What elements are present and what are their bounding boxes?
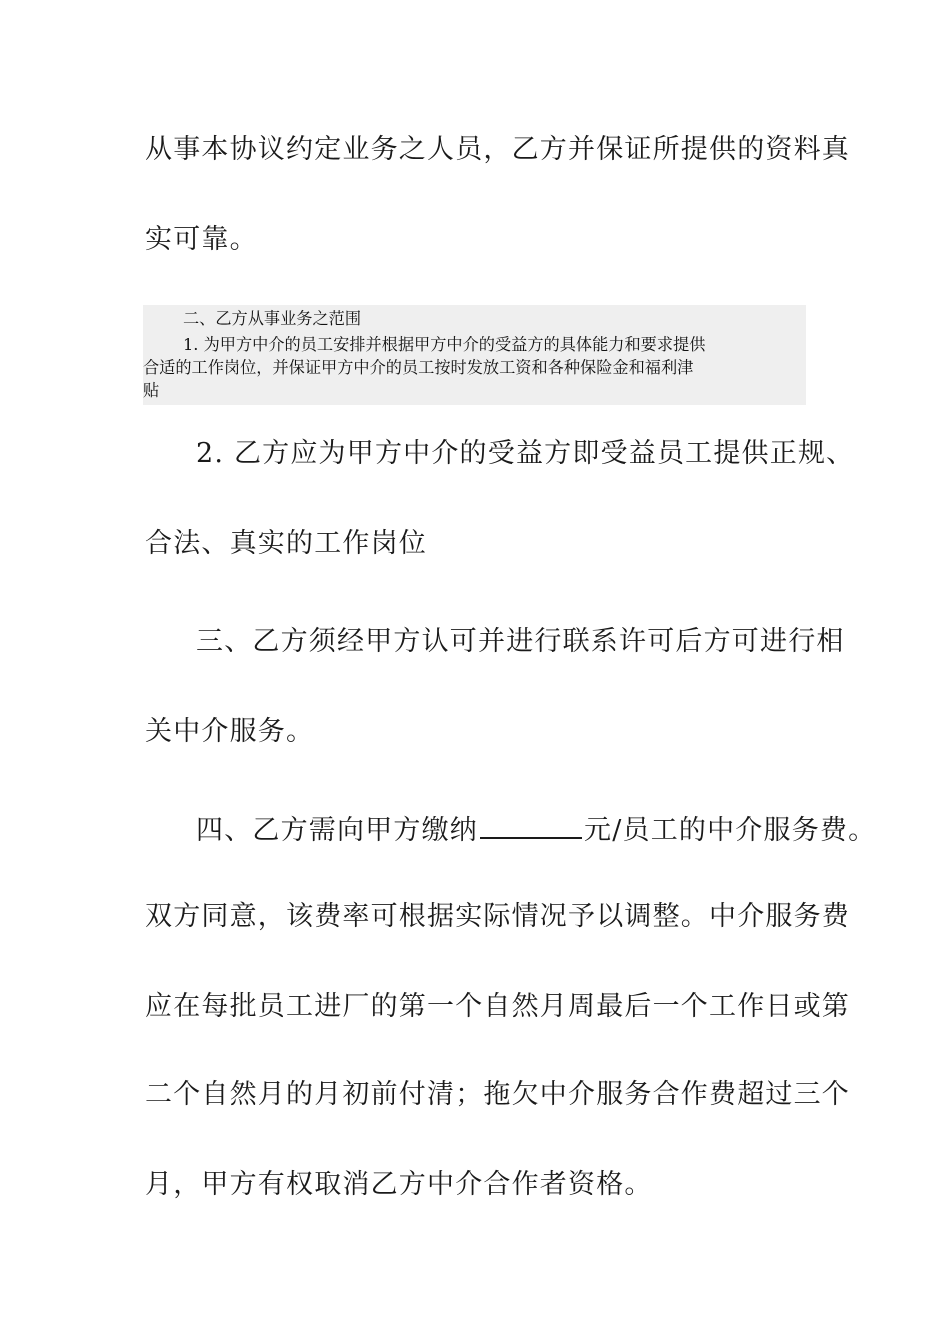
section-item-line: 1. 为甲方中介的员工安排并根据甲方中介的受益方的具体能力和要求提供 xyxy=(183,335,706,354)
paragraph-line: 三、乙方须经甲方认可并进行联系许可后方可进行相 xyxy=(196,626,845,657)
shaded-section xyxy=(143,305,806,405)
section-item-line: 合适的工作岗位，并保证甲方中介的员工按时发放工资和各种保险金和福利津 xyxy=(143,358,694,377)
paragraph-line: 关中介服务。 xyxy=(145,716,315,747)
paragraph-line: 2. 乙方应为甲方中介的受益方即受益员工提供正规、 xyxy=(196,438,855,469)
section-item-line: 贴 xyxy=(143,381,160,400)
paragraph-line: 合法、真实的工作岗位 xyxy=(145,528,427,559)
paragraph-line: 月，甲方有权取消乙方中介合作者资格。 xyxy=(145,1169,653,1200)
paragraph-line: 二个自然月的月初前付清；拖欠中介服务合作费超过三个 xyxy=(145,1079,850,1110)
paragraph-line: 实可靠。 xyxy=(145,224,258,255)
paragraph-line: 应在每批员工进厂的第一个自然月周最后一个工作日或第 xyxy=(145,991,850,1022)
paragraph-line: 从事本协议约定业务之人员，乙方并保证所提供的资料真 xyxy=(145,134,850,165)
section-heading: 二、乙方从事业务之范围 xyxy=(183,309,362,328)
fee-blank-field[interactable] xyxy=(480,809,582,839)
fee-text-before: 四、乙方需向甲方缴纳 xyxy=(196,815,478,846)
paragraph-line: 双方同意，该费率可根据实际情况予以调整。中介服务费 xyxy=(145,901,850,932)
paragraph-line-fee xyxy=(196,809,876,849)
fee-text-after: 元/员工的中介服务费。 xyxy=(584,815,877,846)
